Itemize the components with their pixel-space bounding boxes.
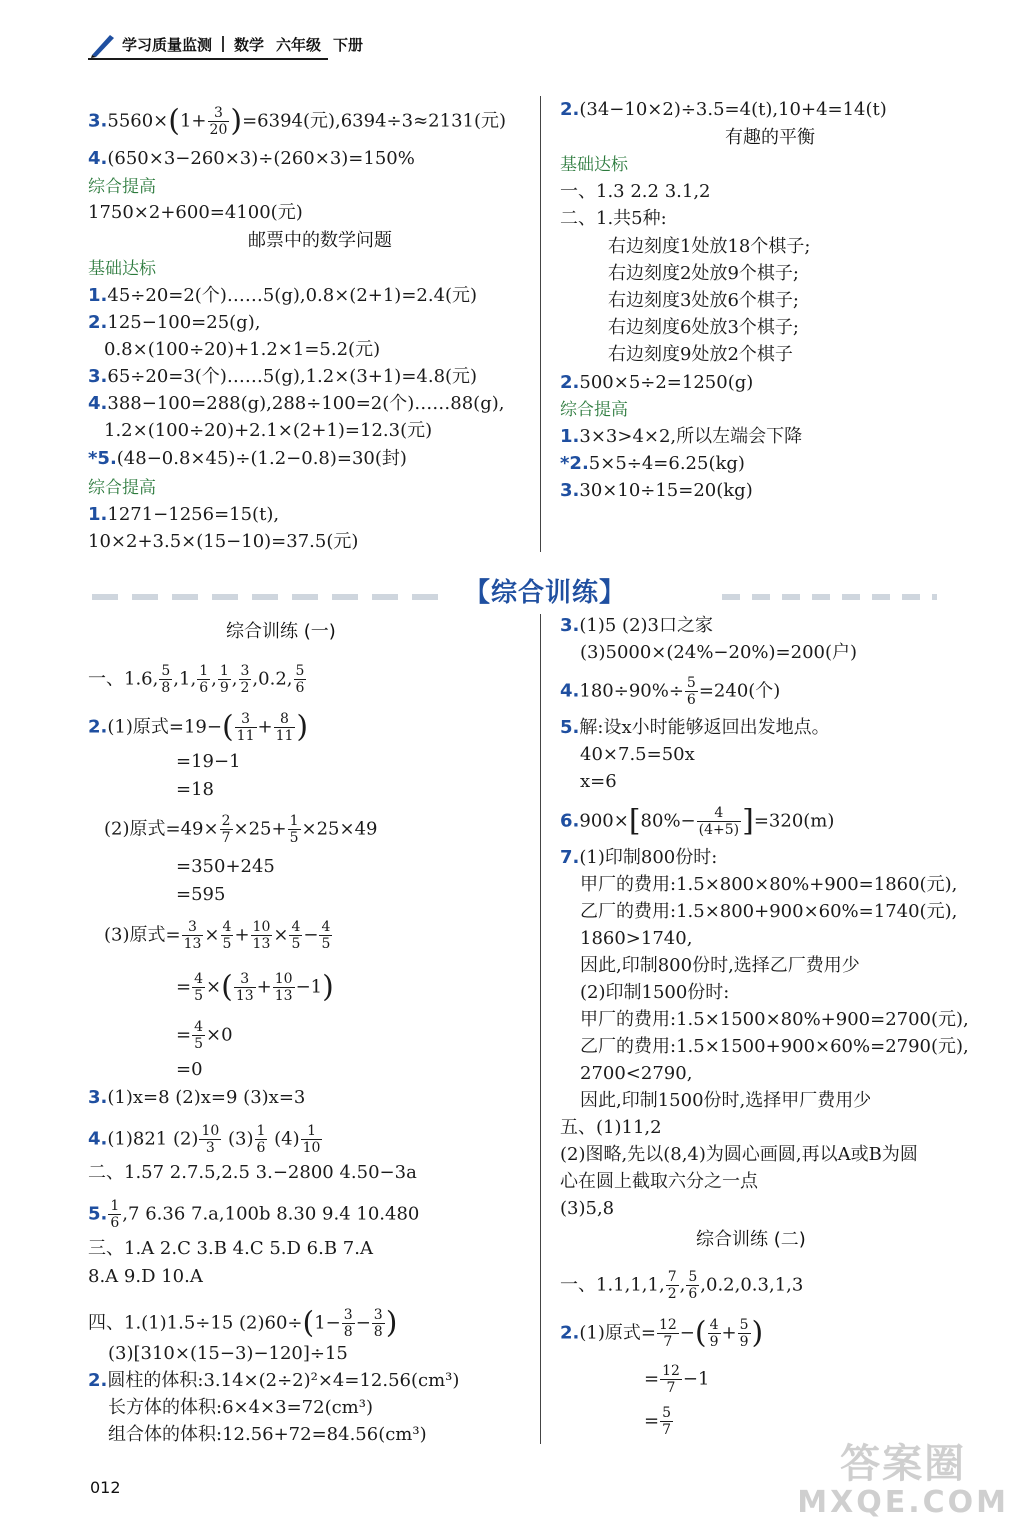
answer-line: 1860>1740, — [580, 928, 693, 949]
answer-line: 一、1.3 2.2 3.1,2 — [560, 181, 711, 202]
answer-line: 0.8×(100÷20)+1.2×1=5.2(元) — [104, 339, 381, 360]
answer-line: =595 — [176, 884, 226, 905]
answer-line: 8.A 9.D 10.A — [88, 1266, 203, 1287]
answer-line: 甲厂的费用:1.5×1500×80%+900=2700(元), — [580, 1009, 969, 1030]
section-title: 综合训练 (二) — [696, 1229, 806, 1250]
answer-line: 40×7.5=50x — [580, 744, 695, 765]
answer-line: x=6 — [580, 771, 617, 792]
answer-line: 3.(1)x=8 (2)x=9 (3)x=3 — [88, 1087, 306, 1108]
answer-line: 2.(34−10×2)÷3.5=4(t),10+4=14(t) — [560, 99, 887, 120]
answer-line: =350+245 — [176, 856, 275, 877]
answer-line: *5.(48−0.8×45)÷(1.2−0.8)=30(封) — [88, 448, 407, 469]
section-heading: 综合提高 — [88, 478, 156, 498]
answer-line: 4.180÷90%÷ $\frac{5}{6}$ =240(个) — [560, 675, 781, 708]
answer-line: 右边刻度2处放9个棋子; — [608, 263, 799, 284]
header-separator — [222, 36, 224, 52]
answer-line: 因此,印制1500份时,选择甲厂费用少 — [580, 1090, 872, 1111]
section-title: 综合训练 (一) — [226, 621, 336, 642]
answer-line: 7.(1)印制800份时: — [560, 847, 718, 868]
subject: 数学 — [234, 35, 265, 54]
answer-line: = $\frac{4}{5}$ ×( $\frac{3}{13}$ + $\frac{10}{13}$ −1) — [176, 969, 334, 1005]
answer-line: 长方体的体积:6×4×3=72(cm³) — [108, 1397, 373, 1418]
answer-line: 1.2×(100÷20)+2.1×(2+1)=12.3(元) — [104, 420, 433, 441]
volume: 下册 — [333, 35, 364, 54]
answer-line: 因此,印制800份时,选择乙厂费用少 — [580, 955, 860, 976]
watermark-logo — [797, 1432, 1009, 1520]
answer-line: 心在圆上截取六分之一点 — [560, 1171, 758, 1192]
banner-decoration — [92, 594, 452, 600]
answer-line: 3.30×10÷15=20(kg) — [560, 480, 753, 501]
series-name: 学习质量监测 — [122, 35, 213, 54]
answer-line: 右边刻度6处放3个棋子; — [608, 317, 799, 338]
item-number: 3. — [88, 110, 108, 132]
column-divider — [540, 614, 541, 1444]
answer-line: 5. $\frac{1}{6}$ ,7 6.36 7.a,100b 8.30 9.4 10.480 — [88, 1198, 420, 1231]
answer-text: =6394(元),6394÷3≈2131(元) — [242, 110, 507, 132]
answer-line: 右边刻度9处放2个棋子 — [608, 344, 793, 365]
answer-line: 2.圆柱的体积:3.14×(2÷2)²×4=12.56(cm³) — [88, 1370, 460, 1391]
answer-line: *2.5×5÷4=6.25(kg) — [560, 453, 745, 474]
answer-line: (3)5,8 — [560, 1198, 615, 1219]
answer-line: 1750×2+600=4100(元) — [88, 202, 303, 223]
watermark-line: 答案圈 — [840, 1441, 967, 1487]
answer-line: 2.(1)原式=19−( $\frac{3}{11}$ + $\frac{8}{11}$ ) — [88, 709, 309, 745]
answer-line: = $\frac{12}{7}$ −1 — [644, 1363, 710, 1396]
answer-line: 4.388−100=288(g),288÷100=2(个)……88(g), — [88, 393, 505, 414]
answer-line: 乙厂的费用:1.5×1500+900×60%=2790(元), — [580, 1036, 969, 1057]
banner-title: 【综合训练】 — [464, 578, 627, 608]
answer-line: 6.900×[80%− $\frac{4}{(4+5)}$ ]=320(m) — [560, 803, 835, 839]
column-divider — [540, 96, 541, 552]
answer-line: 2.500×5÷2=1250(g) — [560, 372, 754, 393]
answer-line: 1.3×3>4×2,所以左端会下降 — [560, 426, 803, 447]
answer-line: 一、1.1,1,1, $\frac{7}{2}$ , $\frac{5}{6}$ ,0.2,0.3,1,3 — [560, 1269, 804, 1302]
answer-line: = $\frac{4}{5}$ ×0 — [176, 1019, 233, 1052]
answer-line: 4.(1)821 (2) $\frac{10}{3}$ (3) $\frac{1}{6}$ (4) $\frac{1}{10}$ — [88, 1123, 321, 1156]
header-rule — [88, 58, 328, 60]
page-header — [88, 30, 375, 58]
answer-line: 4.(650×3−260×3)÷(260×3)=150% — [88, 148, 415, 169]
section-heading: 基础达标 — [560, 155, 628, 175]
answer-line: 2.(1)原式= $\frac{12}{7}$ −( $\frac{4}{9}$ + $\frac{5}{9}$ ) — [560, 1315, 764, 1351]
answer-line: (2)印制1500份时: — [580, 982, 730, 1003]
answer-line: 2700<2790, — [580, 1063, 693, 1084]
answer-line: (3)5000×(24%−20%)=200(户) — [580, 642, 858, 663]
section-banner — [92, 570, 937, 614]
answer-line: =18 — [176, 779, 214, 800]
fraction: $\frac{3}{20}$ — [209, 105, 228, 138]
answer-line: 3.65÷20=3(个)……5(g),1.2×(3+1)=4.8(元) — [88, 366, 478, 387]
pen-icon — [88, 29, 118, 59]
answer-line: 右边刻度1处放18个棋子; — [608, 236, 811, 257]
section-title: 邮票中的数学问题 — [248, 230, 392, 251]
answer-line: =0 — [176, 1059, 203, 1080]
answer-line: 3.5560×(1+ $\frac{3}{20}$ )=6394(元),6394÷3≈2131(元) — [88, 103, 507, 139]
answer-text: 5560× — [107, 110, 169, 132]
answer-line: (3)原式= $\frac{3}{13}$ × $\frac{4}{5}$ + $\frac{10}{13}$ × $\frac{4}{5}$ − $\frac{4}{5}$ — [104, 919, 331, 952]
answer-line: 1.1271−1256=15(t), — [88, 504, 280, 525]
answer-line: 三、1.A 2.C 3.B 4.C 5.D 6.B 7.A — [88, 1238, 373, 1259]
answer-line: 甲厂的费用:1.5×800×80%+900=1860(元), — [580, 874, 958, 895]
answer-line: = $\frac{5}{7}$ — [644, 1405, 672, 1438]
answer-line: 五、(1)11,2 — [560, 1117, 662, 1138]
answer-line: (2)原式=49× $\frac{2}{7}$ ×25+ $\frac{1}{5}$ ×25×49 — [104, 813, 378, 846]
answer-line: 乙厂的费用:1.5×800+900×60%=1740(元), — [580, 901, 958, 922]
section-heading: 基础达标 — [88, 259, 156, 279]
answer-line: 二、1.共5种: — [560, 208, 667, 229]
answer-line: 组合体的体积:12.56+72=84.56(cm³) — [108, 1424, 427, 1445]
answer-line: 右边刻度3处放6个棋子; — [608, 290, 799, 311]
answer-line: 2.125−100=25(g), — [88, 312, 261, 333]
answer-line: 1.45÷20=2(个)……5(g),0.8×(2+1)=2.4(元) — [88, 285, 478, 306]
answer-line: (3)[310×(15−3)−120]÷15 — [108, 1343, 348, 1364]
section-heading: 综合提高 — [88, 177, 156, 197]
answer-line: 四、1.(1)1.5÷15 (2)60÷(1− $\frac{3}{8}$ − $\frac{3}{8}$ ) — [88, 1305, 398, 1341]
answer-line: 5.解:设x小时能够返回出发地点。 — [560, 717, 830, 738]
answer-line: 10×2+3.5×(15−10)=37.5(元) — [88, 531, 359, 552]
answer-line: 3.(1)5 (2)3口之家 — [560, 615, 713, 636]
banner-decoration — [722, 594, 937, 600]
watermark-line: MXQE.COM — [797, 1485, 1009, 1520]
section-heading: 综合提高 — [560, 400, 628, 420]
page-number: 012 — [90, 1478, 121, 1497]
answer-line: (2)图略,先以(8,4)为圆心画圆,再以A或B为圆 — [560, 1144, 918, 1165]
answer-line: 一、1.6, $\frac{5}{8}$ ,1, $\frac{1}{6}$ , $\frac{1}{9}$ , $\frac{3}{2}$ ,0.2, $\frac{5}{6}$ — [88, 663, 305, 696]
answer-line: 二、1.57 2.7.5,2.5 3.−2800 4.50−3a — [88, 1162, 417, 1183]
answer-line: =19−1 — [176, 751, 241, 772]
grade: 六年级 — [276, 35, 322, 54]
section-title: 有趣的平衡 — [725, 127, 815, 148]
